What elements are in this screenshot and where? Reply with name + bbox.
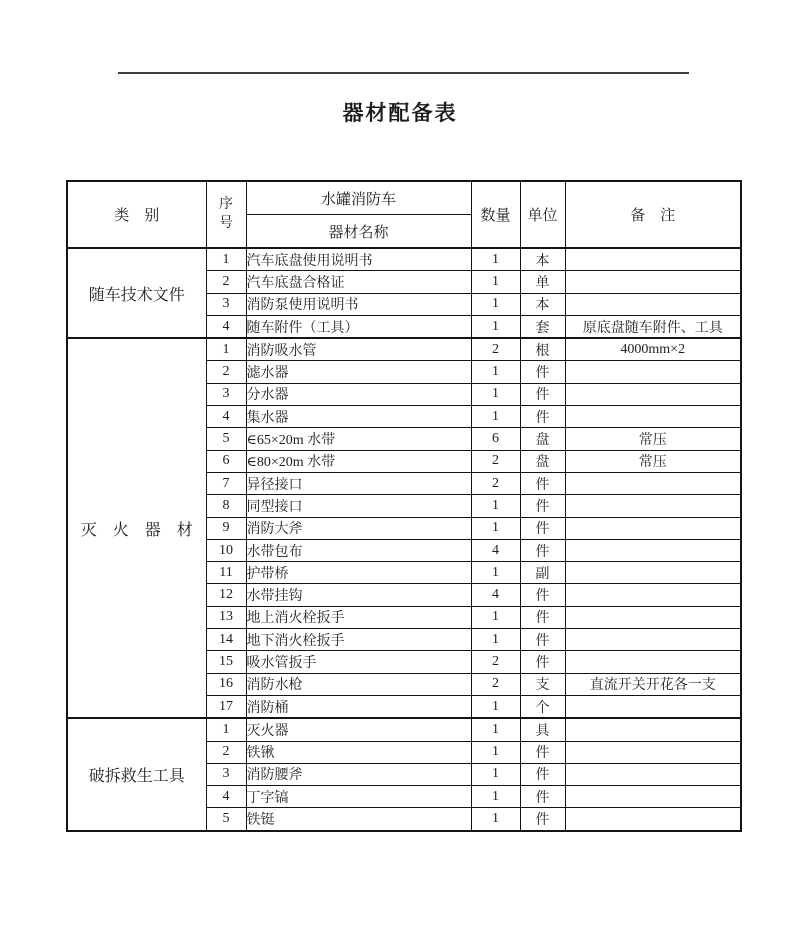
unit-cell: 件 — [520, 406, 565, 428]
unit-cell: 单 — [520, 271, 565, 293]
qty-cell: 1 — [471, 248, 520, 271]
header-quantity: 数量 — [471, 181, 520, 248]
qty-cell: 1 — [471, 495, 520, 517]
name-cell: 消防大斧 — [246, 517, 471, 539]
name-cell: ∈80×20m 水带 — [246, 450, 471, 472]
category-cell: 破拆救生工具 — [67, 718, 206, 830]
qty-cell: 1 — [471, 718, 520, 741]
header-equipment-name: 器材名称 — [246, 215, 471, 249]
qty-cell: 2 — [471, 338, 520, 361]
remark-cell — [565, 517, 741, 539]
no-cell: 1 — [206, 248, 246, 271]
name-cell: 随车附件（工具） — [246, 315, 471, 338]
qty-cell: 1 — [471, 629, 520, 651]
no-cell: 15 — [206, 651, 246, 673]
unit-cell: 个 — [520, 695, 565, 718]
unit-cell: 盘 — [520, 428, 565, 450]
equipment-table — [66, 180, 742, 832]
name-cell: 护带桥 — [246, 562, 471, 584]
remark-cell: 原底盘随车附件、工具 — [565, 315, 741, 338]
no-cell: 4 — [206, 315, 246, 338]
qty-cell: 1 — [471, 606, 520, 628]
unit-cell: 件 — [520, 495, 565, 517]
name-cell: 消防吸水管 — [246, 338, 471, 361]
no-cell: 16 — [206, 673, 246, 695]
qty-cell: 1 — [471, 695, 520, 718]
remark-cell: 常压 — [565, 428, 741, 450]
qty-cell: 6 — [471, 428, 520, 450]
qty-cell: 2 — [471, 450, 520, 472]
remark-cell — [565, 248, 741, 271]
name-cell: 消防水枪 — [246, 673, 471, 695]
name-cell: 汽车底盘使用说明书 — [246, 248, 471, 271]
remark-cell — [565, 495, 741, 517]
table-body — [67, 248, 741, 831]
no-cell: 3 — [206, 293, 246, 315]
unit-cell: 件 — [520, 383, 565, 405]
remark-cell — [565, 808, 741, 831]
table-row — [67, 718, 741, 741]
qty-cell: 1 — [471, 361, 520, 383]
no-cell: 13 — [206, 606, 246, 628]
qty-cell: 1 — [471, 562, 520, 584]
remark-cell — [565, 562, 741, 584]
header-remarks: 备 注 — [565, 181, 741, 248]
remark-cell — [565, 271, 741, 293]
no-cell: 6 — [206, 450, 246, 472]
name-cell: 地上消火栓扳手 — [246, 606, 471, 628]
name-cell: 地下消火栓扳手 — [246, 629, 471, 651]
name-cell: 水带包布 — [246, 539, 471, 561]
unit-cell: 支 — [520, 673, 565, 695]
name-cell: 吸水管扳手 — [246, 651, 471, 673]
no-cell: 5 — [206, 808, 246, 831]
unit-cell: 件 — [520, 539, 565, 561]
qty-cell: 4 — [471, 539, 520, 561]
unit-cell: 具 — [520, 718, 565, 741]
no-cell: 2 — [206, 361, 246, 383]
table-header — [67, 181, 741, 248]
no-cell: 1 — [206, 338, 246, 361]
unit-cell: 套 — [520, 315, 565, 338]
no-cell: 5 — [206, 428, 246, 450]
remark-cell — [565, 651, 741, 673]
remark-cell — [565, 718, 741, 741]
header-vehicle: 水罐消防车 — [246, 181, 471, 215]
qty-cell: 1 — [471, 741, 520, 763]
unit-cell: 件 — [520, 786, 565, 808]
name-cell: 消防桶 — [246, 695, 471, 718]
no-cell: 2 — [206, 271, 246, 293]
remark-cell — [565, 472, 741, 494]
qty-cell: 1 — [471, 808, 520, 831]
qty-cell: 1 — [471, 293, 520, 315]
remark-cell — [565, 629, 741, 651]
no-cell: 11 — [206, 562, 246, 584]
name-cell: 异径接口 — [246, 472, 471, 494]
header-row-top — [67, 181, 741, 215]
remark-cell: 常压 — [565, 450, 741, 472]
remark-cell — [565, 383, 741, 405]
name-cell: 消防腰斧 — [246, 763, 471, 785]
name-cell: 集水器 — [246, 406, 471, 428]
no-cell: 1 — [206, 718, 246, 741]
name-cell: 同型接口 — [246, 495, 471, 517]
name-cell: 水带挂钩 — [246, 584, 471, 606]
remark-cell: 直流开关开花各一支 — [565, 673, 741, 695]
qty-cell: 1 — [471, 271, 520, 293]
no-cell: 14 — [206, 629, 246, 651]
no-cell: 3 — [206, 383, 246, 405]
name-cell: 消防泵使用说明书 — [246, 293, 471, 315]
remark-cell — [565, 763, 741, 785]
unit-cell: 件 — [520, 472, 565, 494]
no-cell: 2 — [206, 741, 246, 763]
qty-cell: 2 — [471, 673, 520, 695]
unit-cell: 本 — [520, 293, 565, 315]
remark-cell: 4000mm×2 — [565, 338, 741, 361]
unit-cell: 件 — [520, 763, 565, 785]
remark-cell — [565, 584, 741, 606]
no-cell: 7 — [206, 472, 246, 494]
qty-cell: 2 — [471, 651, 520, 673]
unit-cell: 盘 — [520, 450, 565, 472]
no-cell: 8 — [206, 495, 246, 517]
unit-cell: 件 — [520, 651, 565, 673]
no-cell: 4 — [206, 786, 246, 808]
name-cell: 灭火器 — [246, 718, 471, 741]
unit-cell: 根 — [520, 338, 565, 361]
remark-cell — [565, 539, 741, 561]
remark-cell — [565, 741, 741, 763]
name-cell: 分水器 — [246, 383, 471, 405]
no-cell: 4 — [206, 406, 246, 428]
no-cell: 17 — [206, 695, 246, 718]
remark-cell — [565, 786, 741, 808]
qty-cell: 1 — [471, 315, 520, 338]
unit-cell: 件 — [520, 606, 565, 628]
qty-cell: 1 — [471, 763, 520, 785]
name-cell: 铁铤 — [246, 808, 471, 831]
name-cell: 滤水器 — [246, 361, 471, 383]
remark-cell — [565, 606, 741, 628]
name-cell: 汽车底盘合格证 — [246, 271, 471, 293]
unit-cell: 件 — [520, 584, 565, 606]
qty-cell: 1 — [471, 517, 520, 539]
unit-cell: 副 — [520, 562, 565, 584]
unit-cell: 件 — [520, 517, 565, 539]
header-rule — [118, 72, 689, 74]
remark-cell — [565, 695, 741, 718]
unit-cell: 件 — [520, 361, 565, 383]
qty-cell: 1 — [471, 383, 520, 405]
no-cell: 9 — [206, 517, 246, 539]
name-cell: 铁锹 — [246, 741, 471, 763]
name-cell: 丁字镐 — [246, 786, 471, 808]
table-row — [67, 248, 741, 271]
no-cell: 3 — [206, 763, 246, 785]
unit-cell: 件 — [520, 808, 565, 831]
qty-cell: 1 — [471, 406, 520, 428]
no-cell: 12 — [206, 584, 246, 606]
page-title: 器材配备表 — [342, 101, 458, 125]
unit-cell: 本 — [520, 248, 565, 271]
qty-cell: 2 — [471, 472, 520, 494]
qty-cell: 4 — [471, 584, 520, 606]
header-category: 类 别 — [67, 181, 206, 248]
category-cell: 随车技术文件 — [67, 248, 206, 338]
unit-cell: 件 — [520, 741, 565, 763]
category-cell: 灭 火 器 材 — [67, 338, 206, 718]
remark-cell — [565, 406, 741, 428]
no-cell: 10 — [206, 539, 246, 561]
qty-cell: 1 — [471, 786, 520, 808]
remark-cell — [565, 361, 741, 383]
table-row — [67, 338, 741, 361]
unit-cell: 件 — [520, 629, 565, 651]
header-unit: 单位 — [520, 181, 565, 248]
remark-cell — [565, 293, 741, 315]
header-serial-label: 序号 — [218, 196, 233, 231]
name-cell: ∈65×20m 水带 — [246, 428, 471, 450]
header-serial — [206, 181, 246, 248]
